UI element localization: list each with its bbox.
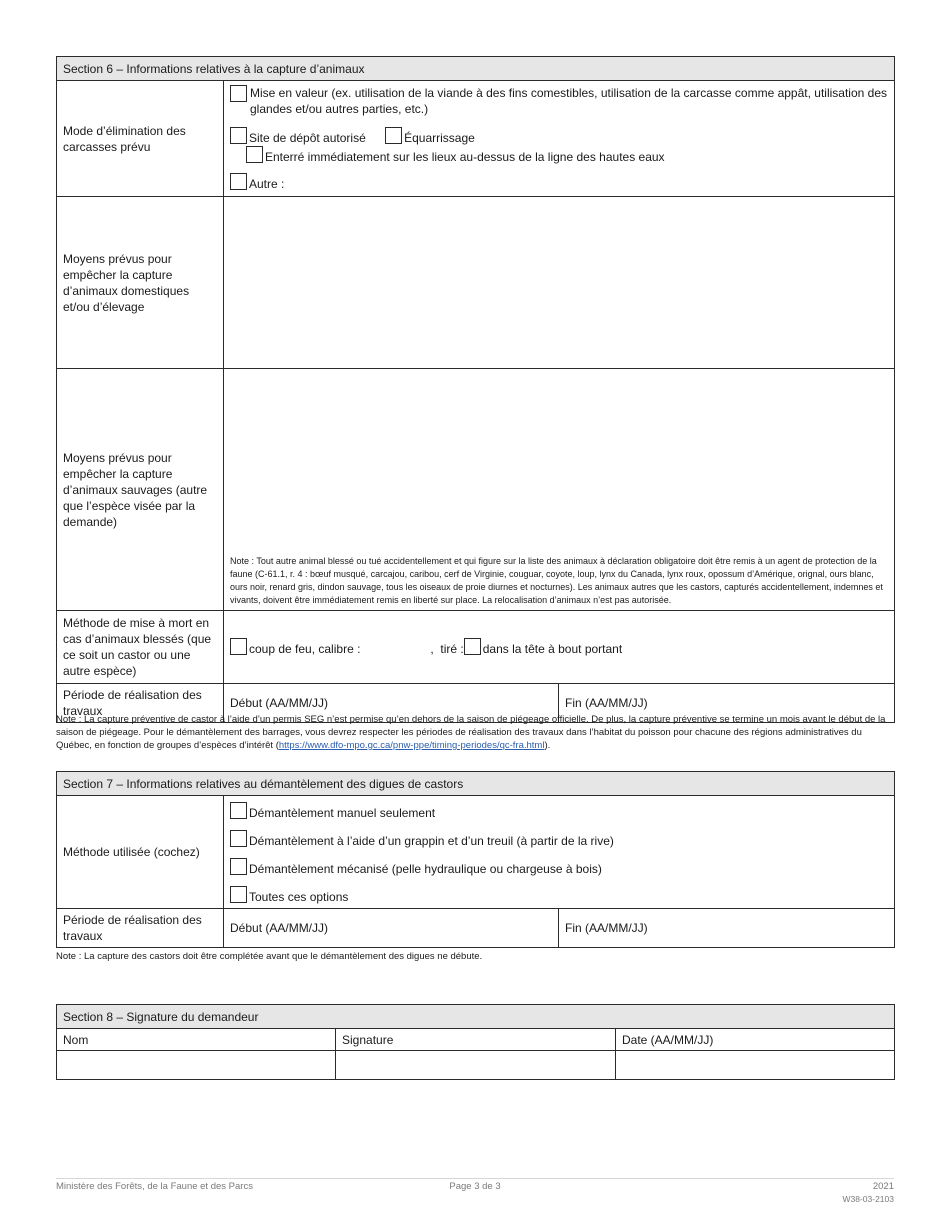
all-options-label: Toutes ces options: [249, 889, 349, 904]
capture-note-text: Note : La capture préventive de castor à l’aide d’un permis SEG n’est permise qu’en dehors de la saison de piégeage officielle. De plus, la capture préventive se termine un mois avant le début de la saison de piégeage. Pour le démantèlement des barrages, vous devrez respecter les périodes de réalisation des travaux dans l’habitat du poisson pour chacune des régions administratives du Québec, en fonction de groupes d’espèces d’intérêt (: [56, 714, 886, 751]
footer-divider: [56, 1178, 894, 1179]
grapple-checkbox[interactable]: [230, 830, 247, 847]
enterre-checkbox[interactable]: [246, 146, 263, 163]
section8-title: Section 8 – Signature du demandeur: [57, 1005, 895, 1029]
section7-period-label: Période de réalisation des travaux: [57, 909, 224, 948]
capture-note: [56, 713, 894, 752]
dam-note: Note : La capture des castors doit être complétée avant que le démantèlement des digues ne débute.: [56, 951, 483, 962]
kill-method-options: [224, 611, 895, 684]
section7-period-start-field[interactable]: Début (AA/MM/JJ): [224, 909, 559, 948]
head-shot-label: dans la tête à bout portant: [482, 641, 623, 656]
capture-note-end: ).: [544, 740, 551, 751]
grapple-label: Démantèlement à l’aide d’un grappin et d’un treuil (à partir de la rive): [249, 833, 614, 848]
disposal-label: Mode d’élimination des carcasses prévu: [57, 81, 224, 197]
signature-label: Signature: [336, 1029, 616, 1051]
equarrissage-label: Équarrissage: [404, 131, 475, 145]
section7-period-end-field[interactable]: Fin (AA/MM/JJ): [559, 909, 895, 948]
period-end-field[interactable]: Fin (AA/MM/JJ): [559, 684, 895, 723]
valorisation-checkbox[interactable]: [230, 85, 247, 102]
wild-field[interactable]: [224, 369, 895, 611]
signature-field[interactable]: [336, 1051, 616, 1080]
section6-table: [56, 56, 895, 723]
valorisation-label: Mise en valeur (ex. utilisation de la viande à des fins comestibles, utilisation de la carcasse comme appât, utilisation des glandes et/ou autres parties, etc.): [250, 86, 887, 116]
section6-title: Section 6 – Informations relatives à la capture d’animaux: [57, 57, 895, 81]
date-label: Date (AA/MM/JJ): [616, 1029, 895, 1051]
name-label: Nom: [57, 1029, 336, 1051]
wild-label: Moyens prévus pour empêcher la capture d’animaux sauvages (autre que l’espèce visée par la demande): [57, 369, 224, 611]
mechanized-label: Démantèlement mécanisé (pelle hydraulique ou chargeuse à bois): [249, 861, 602, 876]
shot-label: , tiré :: [430, 641, 464, 656]
disposal-options: [224, 81, 895, 197]
footer-ministry: Ministère des Forêts, de la Faune et des Parcs: [56, 1181, 253, 1192]
period-start-field[interactable]: Début (AA/MM/JJ): [224, 684, 559, 723]
autre-checkbox[interactable]: [230, 173, 247, 190]
footer-form-code: W38-03-2103: [842, 1194, 894, 1204]
timing-periods-link[interactable]: https://www.dfo-mpo.gc.ca/pnw-ppe/timing-periodes/qc-fra.html: [278, 740, 545, 751]
section8-table: [56, 1004, 895, 1080]
firearm-checkbox[interactable]: [230, 638, 247, 655]
date-field[interactable]: [616, 1051, 895, 1080]
section7-title: Section 7 – Informations relatives au démantèlement des digues de castors: [57, 772, 895, 796]
all-options-checkbox[interactable]: [230, 886, 247, 903]
name-field[interactable]: [57, 1051, 336, 1080]
manual-checkbox[interactable]: [230, 802, 247, 819]
manual-label: Démantèlement manuel seulement: [249, 805, 436, 820]
method-options: [224, 796, 895, 909]
wild-note: Note : Tout autre animal blessé ou tué accidentellement et qui figure sur la liste des animaux à déclaration obligatoire doit être remis à un agent de protection de la faune (C-61.1, r. 4 : bœuf musqué, carcajou, caribou, cerf de Virginie, couguar, coyote, loup, lynx du Canada, lynx roux, opossum d’Amérique, orignal, ours blanc, ours noir, renard gris, dindon sauvage, tous les oiseaux de proie diurnes et nocturnes). Les animaux autres que les castors, capturés accidentellement, indemnes et vivants, doivent être immédiatement remis en liberté sur place. La relocalisation d’animaux n’est pas autorisée.: [230, 556, 883, 605]
mechanized-checkbox[interactable]: [230, 858, 247, 875]
section7-table: [56, 771, 895, 948]
equarrissage-checkbox[interactable]: [385, 127, 402, 144]
enterre-label: Enterré immédiatement sur les lieux au-dessus de la ligne des hautes eaux: [265, 150, 665, 164]
head-shot-checkbox[interactable]: [464, 638, 481, 655]
footer-year: 2021: [872, 1181, 894, 1192]
domestic-field[interactable]: [224, 197, 895, 369]
firearm-label: coup de feu, calibre :: [249, 641, 361, 656]
period-label: Période de réalisation des travaux: [57, 684, 224, 723]
domestic-label: Moyens prévus pour empêcher la capture d’animaux domestiques et/ou d’élevage: [57, 197, 224, 369]
depot-checkbox[interactable]: [230, 127, 247, 144]
method-label: Méthode utilisée (cochez): [57, 796, 224, 909]
autre-label: Autre :: [249, 177, 285, 191]
depot-label: Site de dépôt autorisé: [249, 131, 366, 145]
kill-method-label: Méthode de mise à mort en cas d’animaux blessés (que ce soit un castor ou une autre espèce): [57, 611, 224, 684]
footer-page-number: Page 3 de 3: [449, 1181, 501, 1192]
